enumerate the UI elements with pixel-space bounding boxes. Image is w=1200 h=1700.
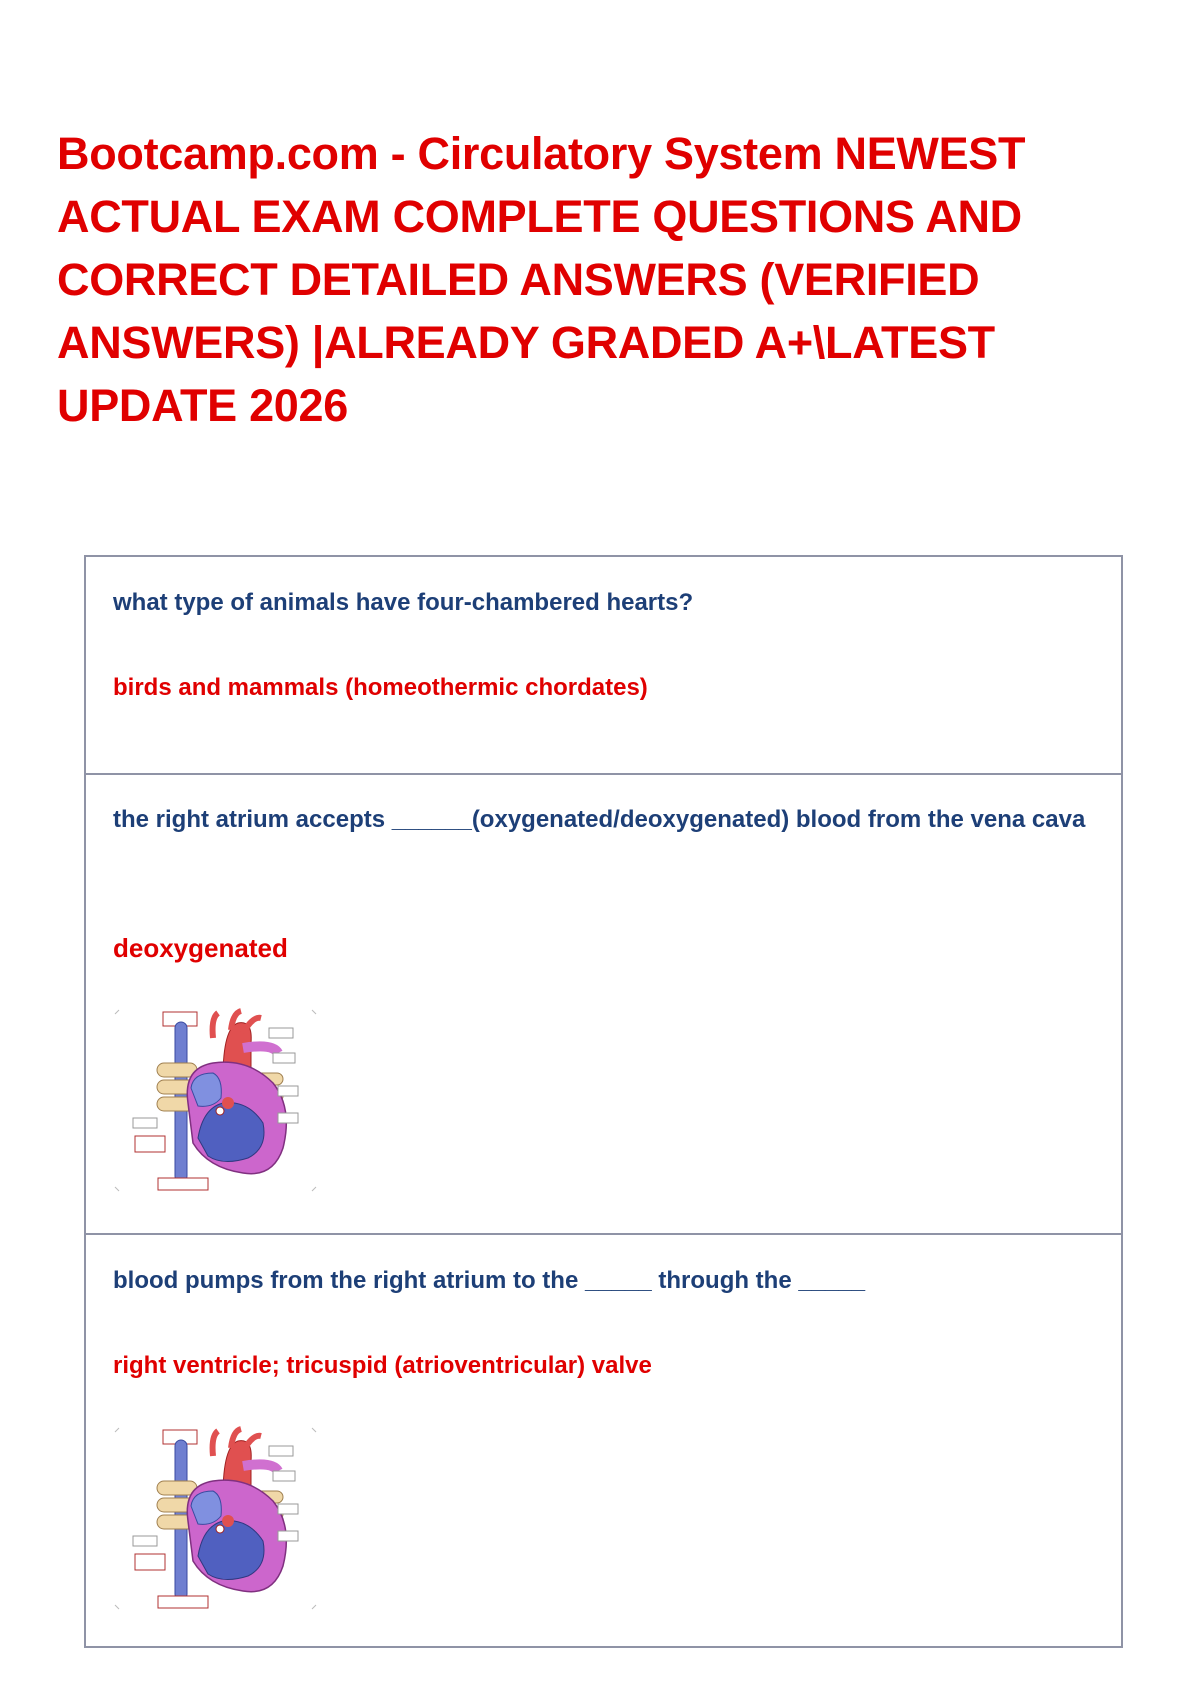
qa-row bbox=[86, 775, 1121, 1235]
question-text: what type of animals have four-chambered hearts? bbox=[113, 589, 694, 616]
qa-row bbox=[86, 1235, 1121, 1646]
heart-diagram-icon bbox=[113, 1008, 318, 1193]
document-title: Bootcamp.com - Circulatory System NEWEST ACTUAL EXAM COMPLETE QUESTIONS AND CORRECT DETAILED ANSWERS (VERIFIED ANSWERS) |ALREADY GRADED A+\LATEST UPDATE 2026 bbox=[57, 128, 1026, 431]
answer-text: deoxygenated bbox=[113, 933, 288, 963]
qa-table bbox=[84, 555, 1123, 1648]
heart-diagram-icon bbox=[113, 1426, 318, 1611]
question-text: the right atrium accepts ______(oxygenated/deoxygenated) blood from the vena cava bbox=[113, 806, 1086, 833]
question-text: blood pumps from the right atrium to the _____ through the _____ bbox=[113, 1267, 866, 1294]
answer-text: birds and mammals (homeothermic chordates) bbox=[113, 674, 648, 701]
qa-row bbox=[86, 557, 1121, 775]
answer-text: right ventricle; tricuspid (atrioventricular) valve bbox=[113, 1352, 652, 1379]
